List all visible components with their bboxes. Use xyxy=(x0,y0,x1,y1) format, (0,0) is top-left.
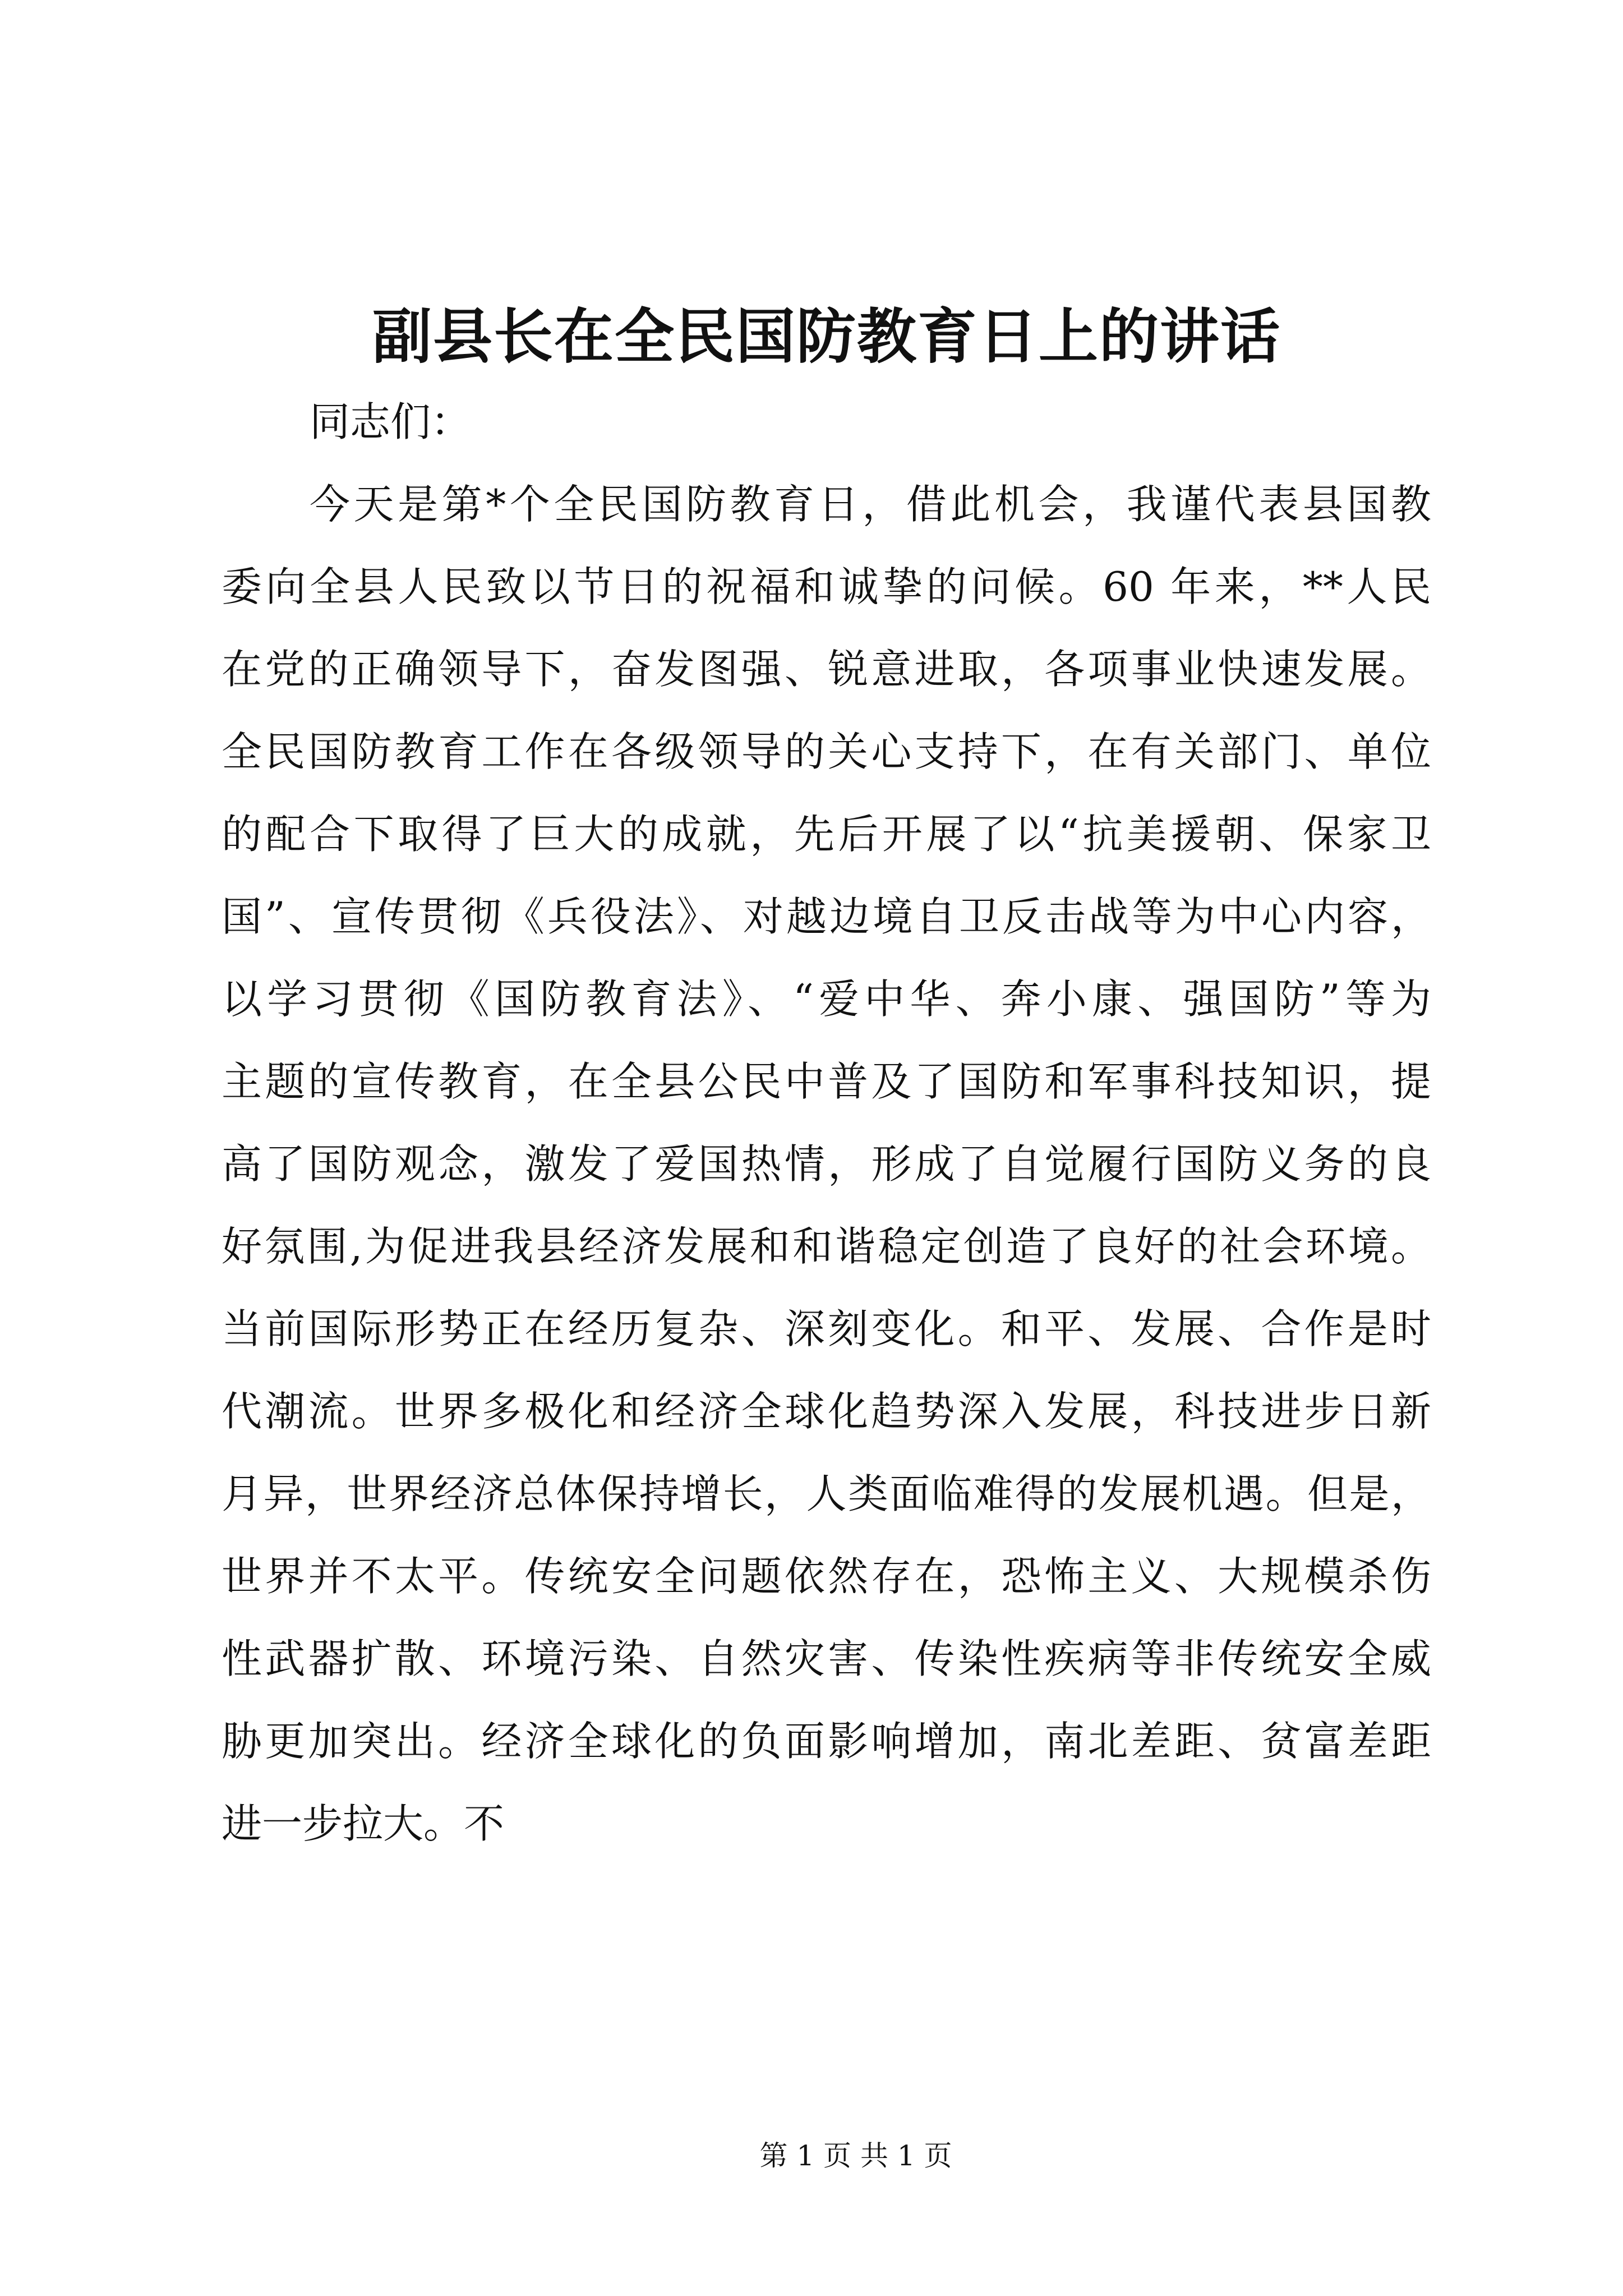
body-line: 世界并不太平。传统安全问题依然存在，恐怖主义、大规模杀伤 xyxy=(222,1553,1431,1600)
body-line: 月异，世界经济总体保持增长，人类面临难得的发展机遇。但是， xyxy=(222,1470,1431,1517)
body-line: 主题的宣传教育，在全县公民中普及了国防和军事科技知识，提 xyxy=(222,1058,1431,1105)
body-line: 全民国防教育工作在各级领导的关心支持下，在有关部门、单位 xyxy=(222,728,1431,775)
body-line: 的配合下取得了巨大的成就，先后开展了以“抗美援朝、保家卫 xyxy=(222,811,1431,858)
page-number-footer: 第 1 页 共 1 页 xyxy=(759,2139,952,2172)
document-title: 副县长在全民国防教育日上的讲话 xyxy=(372,301,1281,371)
body-line: 胁更加突出。经济全球化的负面影响增加，南北差距、贫富差距 xyxy=(222,1718,1431,1765)
salutation: 同志们： xyxy=(310,398,472,445)
body-line: 性武器扩散、环境污染、自然灾害、传染性疾病等非传统安全威 xyxy=(222,1635,1431,1682)
body-line: 在党的正确领导下，奋发图强、锐意进取，各项事业快速发展。 xyxy=(222,646,1431,693)
document-body xyxy=(222,381,1431,1865)
body-line: 代潮流。世界多极化和经济全球化趋势深入发展，科技进步日新 xyxy=(222,1388,1431,1435)
body-line: 以学习贯彻《国防教育法》、“爱中华、奔小康、强国防”等为 xyxy=(222,976,1431,1023)
body-line: 高了国防观念，激发了爱国热情，形成了自觉履行国防义务的良 xyxy=(222,1140,1431,1188)
body-line: 国”、宣传贯彻《兵役法》、对越边境自卫反击战等为中心内容， xyxy=(222,893,1431,940)
body-line-last: 进一步拉大。不 xyxy=(222,1800,505,1847)
body-line: 当前国际形势正在经历复杂、深刻变化。和平、发展、合作是时 xyxy=(222,1305,1431,1352)
body-line: 好氛围,为促进我县经济发展和和谐稳定创造了良好的社会环境。 xyxy=(222,1223,1431,1270)
body-line: 委向全县人民致以节日的祝福和诚挚的问候。60 年来，**人民 xyxy=(222,563,1431,610)
body-line: 今天是第*个全民国防教育日，借此机会，我谨代表县国教 xyxy=(310,481,1431,528)
